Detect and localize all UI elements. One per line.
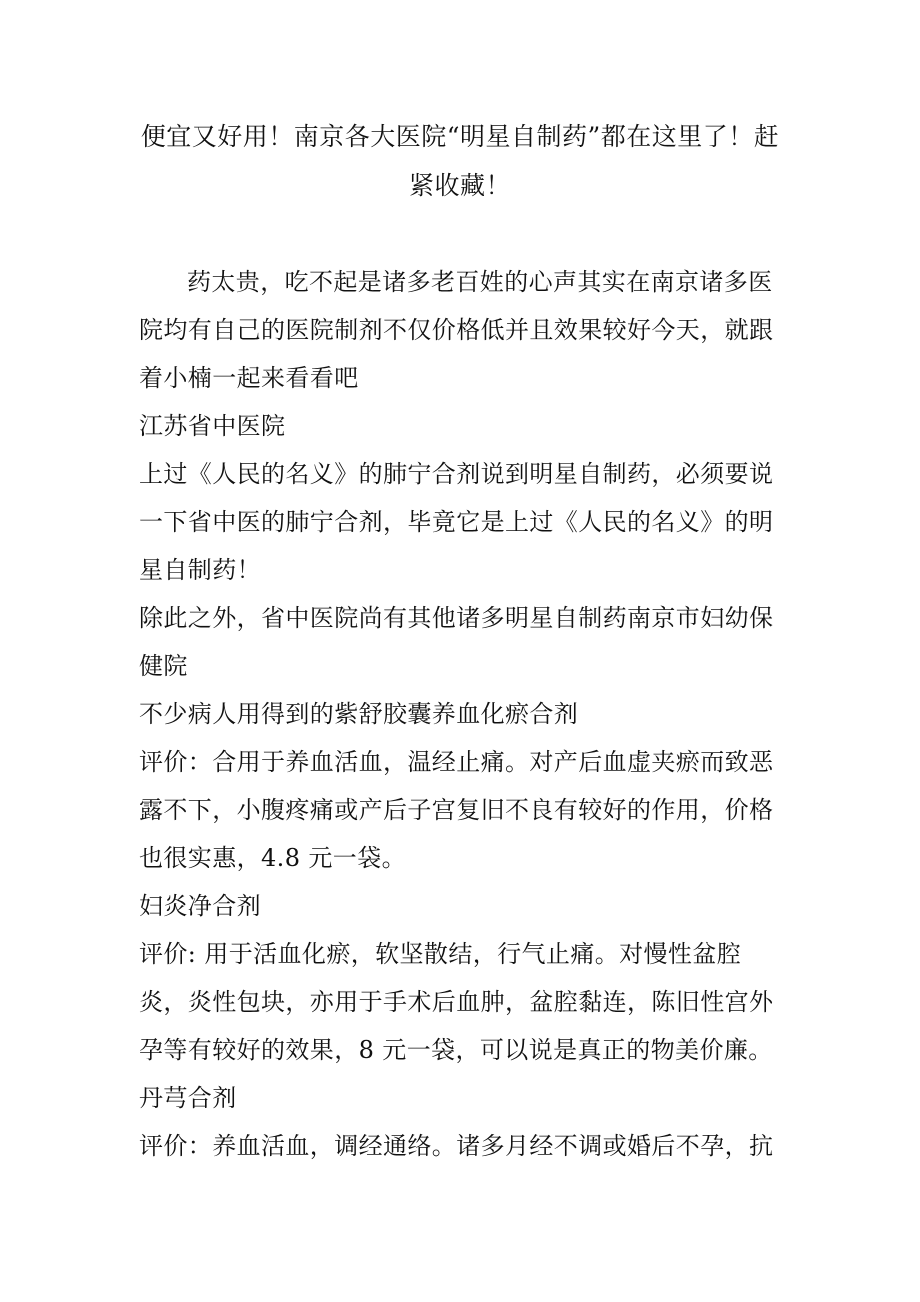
document-title: 便宜又好用！南京各大医院“明星自制药”都在这里了！赶紧收藏！ [140, 122, 780, 200]
drug-heading-danxiong: 丹芎合剂 [139, 1084, 237, 1112]
review-paragraph-2: 评价: 用于活血化瘀，软坚散结，行气止痛。对慢性盆腔炎，炎性包块，亦用于手术后血肿，盆腔黏连，陈旧性宫外孕等有较好的效果，8 元一袋，可以说是真正的物美价廉。 [139, 940, 774, 1064]
hospital-heading-jiangsu: 江苏省中医院 [139, 412, 286, 440]
paragraph-feining: 上过《人民的名义》的肺宁合剂说到明星自制药，必须要说一下省中医的肺宁合剂，毕竟它是上过《人民的名义》的明星自制药！ [139, 460, 774, 584]
paragraph-zishu: 不少病人用得到的紫舒胶囊养血化瘀合剂 [139, 700, 579, 728]
intro-paragraph: 药太贵，吃不起是诸多老百姓的心声其实在南京诸多医院均有自己的医院制剂不仅价格低并且效果较好今天，就跟着小楠一起来看看吧 [139, 268, 774, 392]
document-body [139, 258, 784, 1170]
review-paragraph-3: 评价：养血活血，调经通络。诸多月经不调或婚后不孕，抗 [139, 1132, 774, 1160]
review-paragraph-1: 评价：合用于养血活血，温经止痛。对产后血虚夹瘀而致恶露不下，小腹疼痛或产后子宫复旧不良有较好的作用，价格也很实惠，4.8 元一袋。 [139, 748, 774, 872]
paragraph-other-drugs: 除此之外，省中医院尚有其他诸多明星自制药南京市妇幼保健院 [139, 604, 774, 680]
drug-heading-fuyanjing: 妇炎净合剂 [139, 892, 261, 920]
